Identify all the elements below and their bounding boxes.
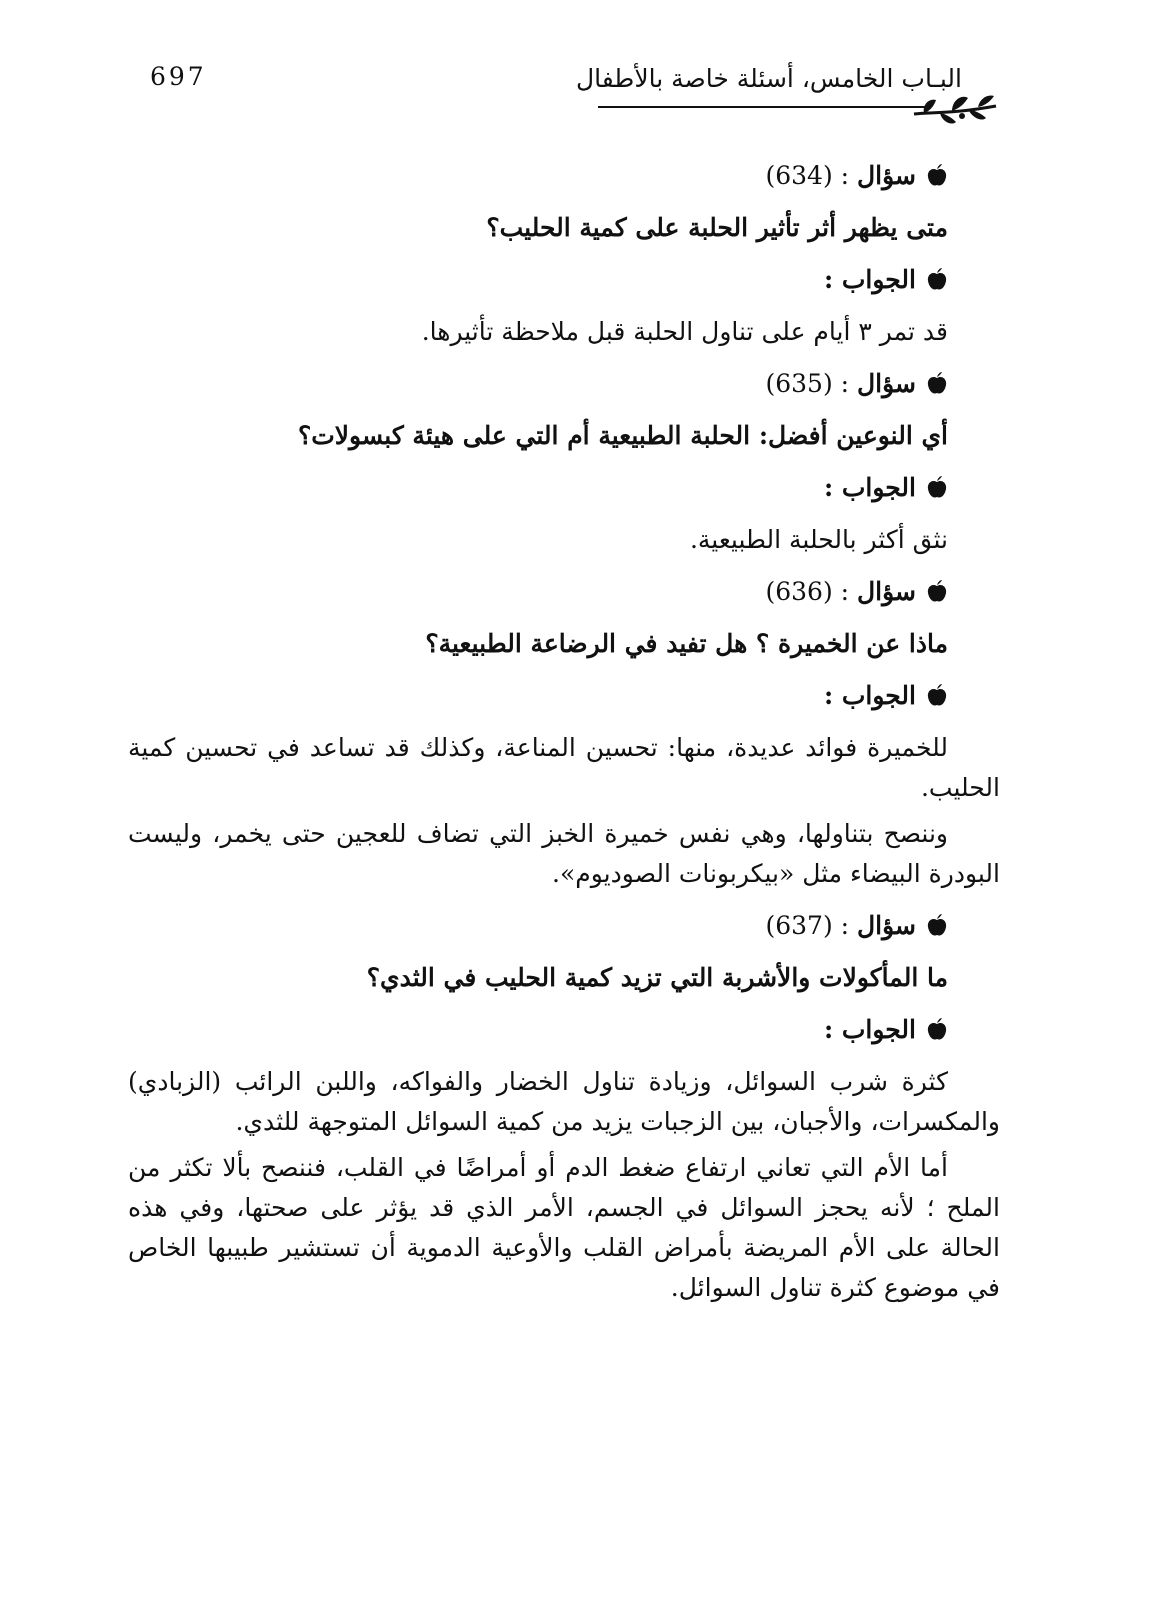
apple-bullet-icon [926, 579, 948, 603]
apple-bullet-icon [926, 683, 948, 707]
question-number: (634) : [765, 161, 850, 190]
qa-content [128, 150, 1000, 1314]
apple-bullet-icon [926, 163, 948, 187]
question-text: ماذا عن الخميرة ؟ هل تفيد في الرضاعة الطبيعية؟ [425, 629, 948, 658]
question-label: سؤال [857, 911, 916, 940]
page-number: 697 [150, 62, 207, 91]
apple-bullet-icon [926, 913, 948, 937]
apple-bullet-icon [926, 371, 948, 395]
answer-label: الجواب : [823, 1015, 916, 1044]
question-label: سؤال [857, 577, 916, 606]
answer-text: قد تمر ٣ أيام على تناول الحلبة قبل ملاحظة تأثيرها. [421, 317, 948, 346]
question-text: أي النوعين أفضل: الحلبة الطبيعية أم التي على هيئة كبسولات؟ [298, 421, 948, 450]
answer-paragraph: للخميرة فوائد عديدة، منها: تحسين المناعة، وكذلك قد تساعد في تحسين كمية الحليب. [128, 733, 1000, 802]
answer-paragraph: كثرة شرب السوائل، وزيادة تناول الخضار والفواكه، واللبن الرائب (الزبادي) والمكسرات، والأجبان، بين الزجبات يزيد من كمية السوائل المتوجهة للثدي. [128, 1067, 1000, 1136]
question-heading [128, 358, 1000, 410]
answer-heading [128, 670, 1000, 722]
header-rule [598, 106, 928, 108]
answer-label: الجواب : [823, 265, 916, 294]
answer-heading [128, 254, 1000, 306]
question-text: ما المأكولات والأشربة التي تزيد كمية الحليب في الثدي؟ [366, 963, 948, 992]
question-heading [128, 566, 1000, 618]
question-label: سؤال [857, 161, 916, 190]
answer-heading [128, 1004, 1000, 1056]
answer-paragraph: أما الأم التي تعاني ارتفاع ضغط الدم أو أمراضًا في القلب، فننصح بألا تكثر من الملح ؛ لأنه يحجز السوائل في الجسم، الأمر الذي قد يؤثر على صحتها، وفي هذه الحالة على الأم المريضة بأمراض القلب والأوعية الدموية أن تستشير طبيبها الخاص في موضوع كثرة تناول السوائل. [128, 1153, 1000, 1302]
question-number: (636) : [765, 577, 850, 606]
question-number: (635) : [765, 369, 850, 398]
question-label: سؤال [857, 369, 916, 398]
answer-paragraph: وننصح بتناولها، وهي نفس خميرة الخبز التي تضاف للعجين حتى يخمر، وليست البودرة البيضاء مثل «بيكربونات الصوديوم». [128, 819, 1000, 888]
question-text: متى يظهر أثر تأثير الحلبة على كمية الحليب؟ [486, 213, 948, 242]
question-heading [128, 900, 1000, 952]
apple-bullet-icon [926, 475, 948, 499]
question-number: (637) : [765, 911, 850, 940]
apple-bullet-icon [926, 1017, 948, 1041]
apple-bullet-icon [926, 267, 948, 291]
question-heading [128, 150, 1000, 202]
running-head: البـاب الخامس، أسئلة خاصة بالأطفال [576, 64, 962, 93]
answer-heading [128, 462, 1000, 514]
leaf-ornament-icon [912, 92, 998, 130]
answer-label: الجواب : [823, 473, 916, 502]
answer-label: الجواب : [823, 681, 916, 710]
answer-text: نثق أكثر بالحلبة الطبيعية. [689, 525, 948, 554]
